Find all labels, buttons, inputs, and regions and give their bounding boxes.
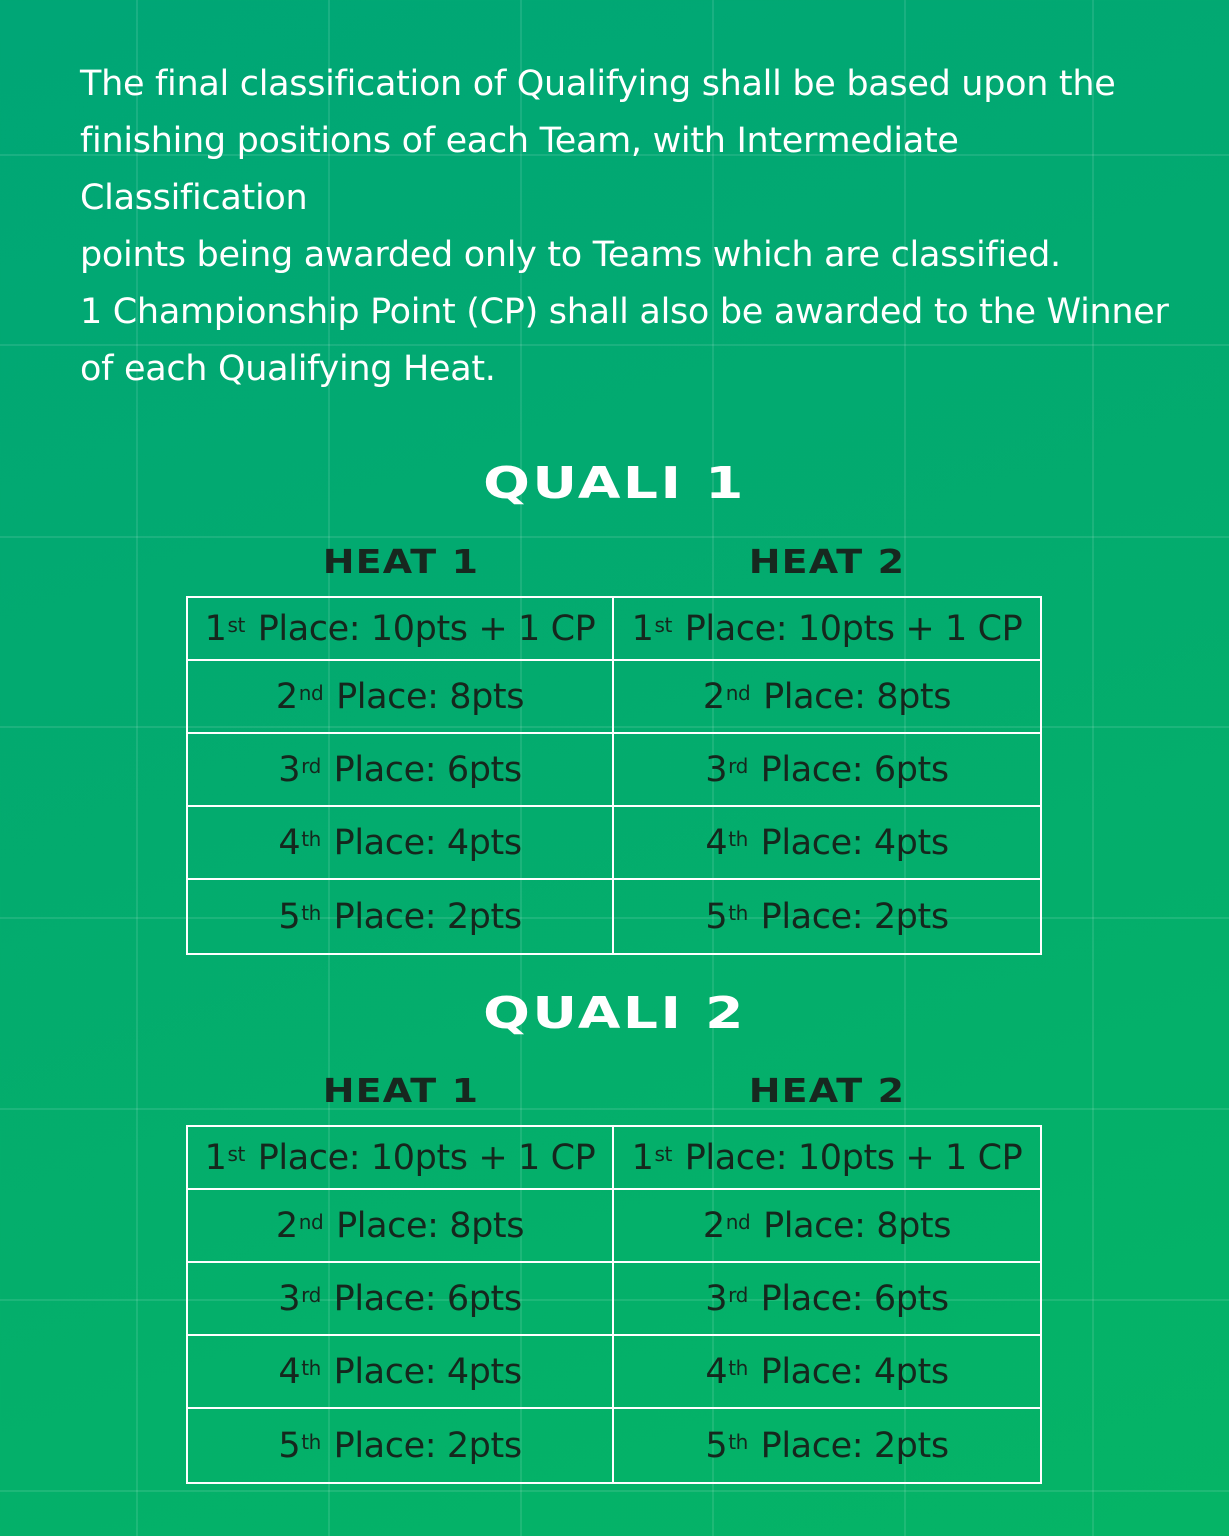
place-points: Place: 10pts + 1 CP xyxy=(247,1137,596,1178)
place-points: Place: 2pts xyxy=(749,896,949,937)
place-points: Place: 10pts + 1 CP xyxy=(674,608,1023,649)
heat-label: HEAT 1 xyxy=(322,1071,480,1110)
heat-label: HEAT 2 xyxy=(748,1071,906,1110)
place-suffix: th xyxy=(301,1355,321,1380)
place-suffix: st xyxy=(227,612,245,637)
intro-line: finishing positions of each Team, with Intermediate Classification xyxy=(80,121,959,218)
place-suffix: st xyxy=(654,1141,672,1166)
place-suffix: st xyxy=(654,612,672,637)
place-points: Place: 10pts + 1 CP xyxy=(674,1137,1023,1178)
intro-line: 1 Championship Point (CP) shall also be awarded to the Winner xyxy=(80,292,1169,332)
place-number: 2 xyxy=(702,1205,725,1246)
table-cell xyxy=(614,1190,1040,1263)
place-points: Place: 10pts + 1 CP xyxy=(247,608,596,649)
place-number: 1 xyxy=(204,608,227,649)
place-points: Place: 8pts xyxy=(752,676,952,717)
place-points: Place: 2pts xyxy=(322,1425,522,1466)
place-number: 1 xyxy=(631,1137,654,1178)
intro-paragraph-1 xyxy=(80,56,1190,284)
place-points: Place: 6pts xyxy=(322,1278,522,1319)
place-suffix: rd xyxy=(301,1282,321,1307)
place-suffix: nd xyxy=(725,680,751,705)
points-table xyxy=(186,596,1042,955)
place-number: 4 xyxy=(705,822,728,863)
place-suffix: th xyxy=(728,826,748,851)
intro-line: The final classification of Qualifying shall be based upon the xyxy=(80,64,1116,104)
place-suffix: th xyxy=(728,1429,748,1454)
table-cell xyxy=(188,1190,614,1263)
place-number: 5 xyxy=(278,896,301,937)
place-number: 2 xyxy=(275,1205,298,1246)
place-number: 3 xyxy=(278,749,301,790)
table-cell xyxy=(188,807,614,880)
quali-title: QUALI 2 xyxy=(483,988,746,1039)
table-cell xyxy=(614,598,1040,661)
place-points: Place: 6pts xyxy=(322,749,522,790)
place-points: Place: 2pts xyxy=(749,1425,949,1466)
place-points: Place: 4pts xyxy=(749,822,949,863)
heat-label: HEAT 2 xyxy=(748,542,906,581)
table-cell xyxy=(188,1127,614,1190)
place-number: 1 xyxy=(631,608,654,649)
table-cell xyxy=(614,661,1040,734)
place-points: Place: 6pts xyxy=(749,749,949,790)
table-cell xyxy=(614,734,1040,807)
intro-paragraph-2 xyxy=(80,284,1190,398)
table-cell xyxy=(614,1336,1040,1409)
place-points: Place: 8pts xyxy=(325,1205,525,1246)
place-number: 4 xyxy=(278,822,301,863)
points-table xyxy=(186,1125,1042,1484)
place-suffix: th xyxy=(301,900,321,925)
place-suffix: st xyxy=(227,1141,245,1166)
table-cell xyxy=(188,598,614,661)
place-suffix: nd xyxy=(725,1209,751,1234)
table-cell xyxy=(614,1409,1040,1482)
place-points: Place: 8pts xyxy=(325,676,525,717)
place-number: 3 xyxy=(705,749,728,790)
place-suffix: rd xyxy=(728,1282,748,1307)
table-cell xyxy=(614,1263,1040,1336)
place-suffix: rd xyxy=(728,753,748,778)
place-points: Place: 4pts xyxy=(322,822,522,863)
place-suffix: th xyxy=(301,1429,321,1454)
place-points: Place: 6pts xyxy=(749,1278,949,1319)
place-points: Place: 2pts xyxy=(322,896,522,937)
table-cell xyxy=(614,880,1040,953)
place-suffix: nd xyxy=(298,680,324,705)
table-cell xyxy=(188,1409,614,1482)
heat-label: HEAT 1 xyxy=(322,542,480,581)
place-number: 4 xyxy=(705,1351,728,1392)
place-number: 1 xyxy=(204,1137,227,1178)
place-number: 4 xyxy=(278,1351,301,1392)
place-suffix: rd xyxy=(301,753,321,778)
table-cell xyxy=(188,880,614,953)
place-number: 3 xyxy=(278,1278,301,1319)
place-number: 5 xyxy=(705,1425,728,1466)
place-points: Place: 4pts xyxy=(322,1351,522,1392)
intro-line: of each Qualifying Heat. xyxy=(80,349,496,389)
place-suffix: th xyxy=(728,1355,748,1380)
place-number: 2 xyxy=(702,676,725,717)
table-cell xyxy=(614,1127,1040,1190)
place-number: 5 xyxy=(705,896,728,937)
place-number: 2 xyxy=(275,676,298,717)
place-suffix: th xyxy=(728,900,748,925)
place-points: Place: 8pts xyxy=(752,1205,952,1246)
place-suffix: th xyxy=(301,826,321,851)
table-cell xyxy=(188,734,614,807)
place-suffix: nd xyxy=(298,1209,324,1234)
table-cell xyxy=(188,1263,614,1336)
intro-line: points being awarded only to Teams which are classified. xyxy=(80,235,1061,275)
place-number: 3 xyxy=(705,1278,728,1319)
table-cell xyxy=(188,661,614,734)
place-points: Place: 4pts xyxy=(749,1351,949,1392)
quali-title: QUALI 1 xyxy=(483,458,746,509)
table-cell xyxy=(614,807,1040,880)
place-number: 5 xyxy=(278,1425,301,1466)
table-cell xyxy=(188,1336,614,1409)
